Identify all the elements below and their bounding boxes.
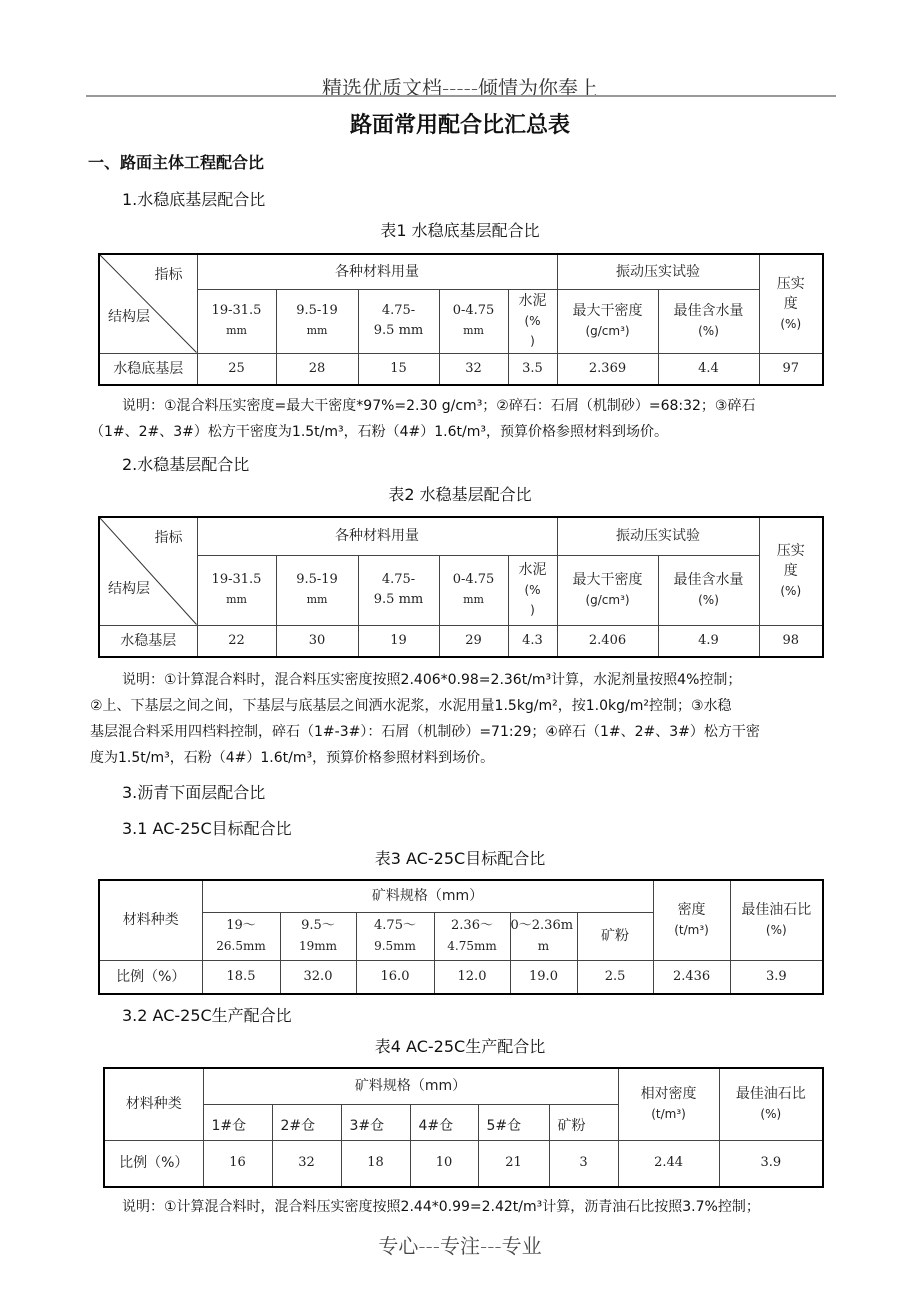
group-header-materials: 各种材料用量 xyxy=(197,254,557,289)
group-header-test: 振动压实试验 xyxy=(557,254,759,289)
cell: 2.44 xyxy=(618,1140,719,1187)
col-header: 2.36～ 4.75mm xyxy=(434,912,510,960)
col-header: 4.75- 9.5 mm xyxy=(358,289,439,353)
table2-note: 说明：①计算混合料时，混合料压实密度按照2.406*0.98=2.36t/m³计算，水泥剂量按照4%控制； ②上、下基层之间之间，下基层与底基层之间洒水泥浆，水泥用量1.5kg/m²，按1.0kg/m²控制；③水稳 基层混合料采用四档料控制，碎石（1#-3#）：石屑（机制砂）=71:29；④碎石（1#、2#、3#）松方干密 度为1.5t/m³，石粉（4#）1.6t/m³，预算价格参照材料到场价。 xyxy=(90,672,760,766)
corner-header: 材料种类 xyxy=(104,1068,203,1140)
cell: 97 xyxy=(759,353,823,385)
document-title: 路面常用配合比汇总表 xyxy=(349,113,570,138)
col-header: 最佳含水量 (%) xyxy=(658,289,759,353)
col-header: 4#仓 xyxy=(410,1104,478,1140)
relative-density-header: 相对密度 (t/m³) xyxy=(618,1068,719,1140)
table3-caption: 表3 AC-25C目标配合比 xyxy=(374,849,546,868)
col-header: 矿粉 xyxy=(577,912,653,960)
compaction-header: 压实 度 (%) xyxy=(759,254,823,353)
table-row xyxy=(99,960,823,994)
table1-caption: 表1 水稳底基层配合比 xyxy=(380,221,540,240)
corner-header xyxy=(99,254,197,353)
col-header: 19-31.5 mm xyxy=(197,289,276,353)
corner-top-label: 指标 xyxy=(154,267,183,283)
cell: 4.3 xyxy=(508,625,557,657)
col-header: 矿粉 xyxy=(549,1104,618,1140)
cell: 22 xyxy=(197,625,276,657)
cell: 32 xyxy=(439,353,508,385)
page-footer: 专心---专注---专业 xyxy=(378,1234,542,1258)
cell: 3.9 xyxy=(730,960,823,994)
row-label: 比例（%） xyxy=(104,1140,203,1187)
table-3 xyxy=(98,879,824,995)
cell: 2.406 xyxy=(557,625,658,657)
col-header: 4.75～ 9.5mm xyxy=(356,912,434,960)
oil-ratio-header: 最佳油石比 (%) xyxy=(730,880,823,960)
col-header: 最大干密度 (g/cm³) xyxy=(557,289,658,353)
col-header: 19～ 26.5mm xyxy=(202,912,280,960)
table1-note: 说明：①混合料压实密度=最大干密度*97%=2.30 g/cm³；②碎石：石屑（机制砂）=68:32；③碎石 （1#、2#、3#）松方干密度为1.5t/m³，石粉（4#）1.6t/m³，预算价格参照材料到场价。 xyxy=(90,398,756,440)
cell: 15 xyxy=(358,353,439,385)
cell: 30 xyxy=(276,625,358,657)
col-header: 9.5-19 mm xyxy=(276,289,358,353)
col-header: 水泥 (% ) xyxy=(508,555,557,625)
subsection-heading-1: 1.水稳底基层配合比 xyxy=(122,190,266,209)
col-header: 最佳含水量 (%) xyxy=(658,555,759,625)
cell: 3.9 xyxy=(719,1140,823,1187)
corner-header xyxy=(99,517,197,625)
group-header-materials: 各种材料用量 xyxy=(197,517,557,555)
cell: 10 xyxy=(410,1140,478,1187)
corner-top-label: 指标 xyxy=(154,530,183,546)
page-header: 精选优质文档-----倾情为你奉上 xyxy=(321,76,599,100)
cell: 28 xyxy=(276,353,358,385)
table-2 xyxy=(98,516,824,658)
cell: 18.5 xyxy=(202,960,280,994)
cell: 16 xyxy=(203,1140,272,1187)
cell: 32.0 xyxy=(280,960,356,994)
subsection-heading-3-2: 3.2 AC-25C生产配合比 xyxy=(122,1006,292,1025)
col-header: 5#仓 xyxy=(478,1104,549,1140)
col-header: 2#仓 xyxy=(272,1104,341,1140)
corner-bottom-label: 结构层 xyxy=(108,580,150,597)
table-row xyxy=(104,1140,823,1187)
cell: 19 xyxy=(358,625,439,657)
corner-header: 材料种类 xyxy=(99,880,202,960)
col-header: 19-31.5 mm xyxy=(197,555,276,625)
col-header: 0-4.75 mm xyxy=(439,289,508,353)
cell: 2.436 xyxy=(653,960,730,994)
cell: 18 xyxy=(341,1140,410,1187)
row-label: 水稳底基层 xyxy=(99,353,197,385)
col-header: 3#仓 xyxy=(341,1104,410,1140)
cell: 29 xyxy=(439,625,508,657)
group-header-spec: 矿料规格（mm） xyxy=(203,1068,618,1104)
table4-caption: 表4 AC-25C生产配合比 xyxy=(374,1037,546,1056)
cell: 12.0 xyxy=(434,960,510,994)
table-row xyxy=(99,353,823,385)
cell: 3.5 xyxy=(508,353,557,385)
col-header: 0～2.36m m xyxy=(510,912,577,960)
corner-bottom-label: 结构层 xyxy=(108,308,150,325)
cell: 21 xyxy=(478,1140,549,1187)
compaction-header: 压实 度 (%) xyxy=(759,517,823,625)
cell: 32 xyxy=(272,1140,341,1187)
cell: 2.5 xyxy=(577,960,653,994)
table4-note: 说明：①计算混合料时，混合料压实密度按照2.44*0.99=2.42t/m³计算，沥青油石比按照3.7%控制； xyxy=(122,1199,760,1215)
group-header-spec: 矿料规格（mm） xyxy=(202,880,653,912)
header-divider xyxy=(86,95,836,97)
table2-caption: 表2 水稳基层配合比 xyxy=(388,485,532,504)
table-4 xyxy=(103,1067,824,1188)
cell: 3 xyxy=(549,1140,618,1187)
oil-ratio-header: 最佳油石比 (%) xyxy=(719,1068,823,1140)
cell: 4.9 xyxy=(658,625,759,657)
col-header: 水泥 (% ) xyxy=(508,289,557,353)
density-header: 密度 (t/m³) xyxy=(653,880,730,960)
col-header: 9.5-19 mm xyxy=(276,555,358,625)
cell: 19.0 xyxy=(510,960,577,994)
col-header: 1#仓 xyxy=(203,1104,272,1140)
subsection-heading-2: 2.水稳基层配合比 xyxy=(122,455,250,474)
col-header: 0-4.75 mm xyxy=(439,555,508,625)
cell: 25 xyxy=(197,353,276,385)
col-header: 4.75- 9.5 mm xyxy=(358,555,439,625)
section-heading-1: 一、路面主体工程配合比 xyxy=(88,153,265,172)
table-1 xyxy=(98,253,824,386)
cell: 4.4 xyxy=(658,353,759,385)
group-header-test: 振动压实试验 xyxy=(557,517,759,555)
subsection-heading-3-1: 3.1 AC-25C目标配合比 xyxy=(122,819,292,838)
cell: 16.0 xyxy=(356,960,434,994)
subsection-heading-3: 3.沥青下面层配合比 xyxy=(122,783,266,802)
cell: 98 xyxy=(759,625,823,657)
col-header: 最大干密度 (g/cm³) xyxy=(557,555,658,625)
col-header: 9.5～ 19mm xyxy=(280,912,356,960)
cell: 2.369 xyxy=(557,353,658,385)
row-label: 水稳基层 xyxy=(99,625,197,657)
row-label: 比例（%） xyxy=(99,960,202,994)
table-row xyxy=(99,625,823,657)
